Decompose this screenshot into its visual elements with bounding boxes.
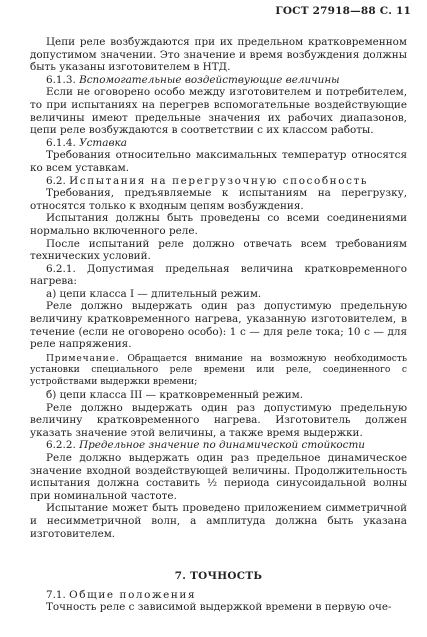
paragraph: Требования, предъявляемые к испытаниям на перегрузку, относятся только к входным цепям возбуждения. bbox=[30, 187, 407, 212]
clause-6-1-3-heading bbox=[30, 74, 407, 87]
note bbox=[30, 353, 407, 387]
paragraph: Точность реле с зависимой выдержкой времени в первую оче- bbox=[46, 601, 392, 614]
clause-title: Уставка bbox=[79, 136, 127, 149]
clause-6-2-2-heading bbox=[30, 439, 407, 452]
clause-7-1-heading bbox=[30, 589, 407, 602]
clause-number: 6.1.4. bbox=[46, 136, 76, 149]
clause-number: 6.2.1. bbox=[46, 262, 76, 275]
clause-6-2-1-heading bbox=[30, 263, 407, 288]
paragraph: После испытаний реле должно отвечать всем требованиям технических условий. bbox=[30, 237, 407, 263]
clause-title: Общие положения bbox=[69, 588, 197, 601]
clause-title: Испытания на перегрузочную способность bbox=[69, 174, 369, 187]
clause-title: Допустимая предельная величина кратковременного нагрева: bbox=[30, 262, 407, 288]
paragraph: Испытания должны быть проведены со всеми соединениями нормально включенного реле. bbox=[30, 212, 407, 237]
document-body bbox=[30, 36, 407, 614]
paragraph: Требования относительно максимальных температур относятся ко всем уставкам. bbox=[30, 149, 407, 174]
list-item: а) цепи класса I — длительный режим. bbox=[46, 287, 262, 300]
clause-title: Вспомогательные воздействующие величины bbox=[79, 73, 340, 86]
paragraph: Испытание может быть проведено приложением симметричной и несимметричной волн, а амплитуда должна быть указана изготовителем. bbox=[30, 502, 407, 540]
clause-title: Предельное значение по динамической стойкости bbox=[79, 439, 365, 452]
clause-number: 6.2. bbox=[46, 174, 66, 187]
list-item: б) цепи класса III — кратковременный режим. bbox=[46, 389, 304, 402]
paragraph: Цепи реле возбуждаются при их предельном кратковременном допустимом значении. Это значение и время возбуждения должны быть указаны изготовителем в НТД. bbox=[30, 36, 407, 74]
section-title: 7. ТОЧНОСТЬ bbox=[174, 570, 263, 583]
paragraph: Реле должно выдержать один раз допустимую предельную величину кратковременного нагрева, указанную изготовителем, в течение (если не оговорено особо): 1 с — для реле тока; 10 с — для реле напряжения. bbox=[30, 300, 407, 351]
paragraph: Если не оговорено особо между изготовителем и потребителем, то при испытаниях на перегрев вспомогательные воздействующие величины имеют предельные значения их рабочих диапазонов, цепи реле возбуждаются в соответствии с их классом работы. bbox=[30, 86, 407, 137]
page-header: ГОСТ 27918—88 С. 11 bbox=[275, 5, 411, 17]
note-text: Обращается внимание на возможную необходимость установки специального реле времени или реле, соединенного с устройствами выдержки времени; bbox=[30, 352, 408, 387]
clause-number: 7.1. bbox=[46, 588, 66, 601]
clause-number: 6.2.2. bbox=[46, 439, 76, 452]
paragraph: Реле должно выдержать один раз допустимую предельную величину кратковременного нагрева. Изготовитель должен указать значение этой величины, а также время выдержки. bbox=[30, 401, 407, 439]
note-label: Примечание. bbox=[46, 352, 120, 364]
clause-number: 6.1.3. bbox=[46, 73, 76, 86]
clause-6-1-4-heading bbox=[30, 137, 407, 150]
clause-6-2-heading bbox=[30, 175, 407, 188]
paragraph: Реле должно выдержать один раз предельное динамическое значение входной воздействующей величины. Продолжительность испытания должна составить ½ периода синусоидальной волны при номинальной частоте. bbox=[30, 452, 407, 502]
